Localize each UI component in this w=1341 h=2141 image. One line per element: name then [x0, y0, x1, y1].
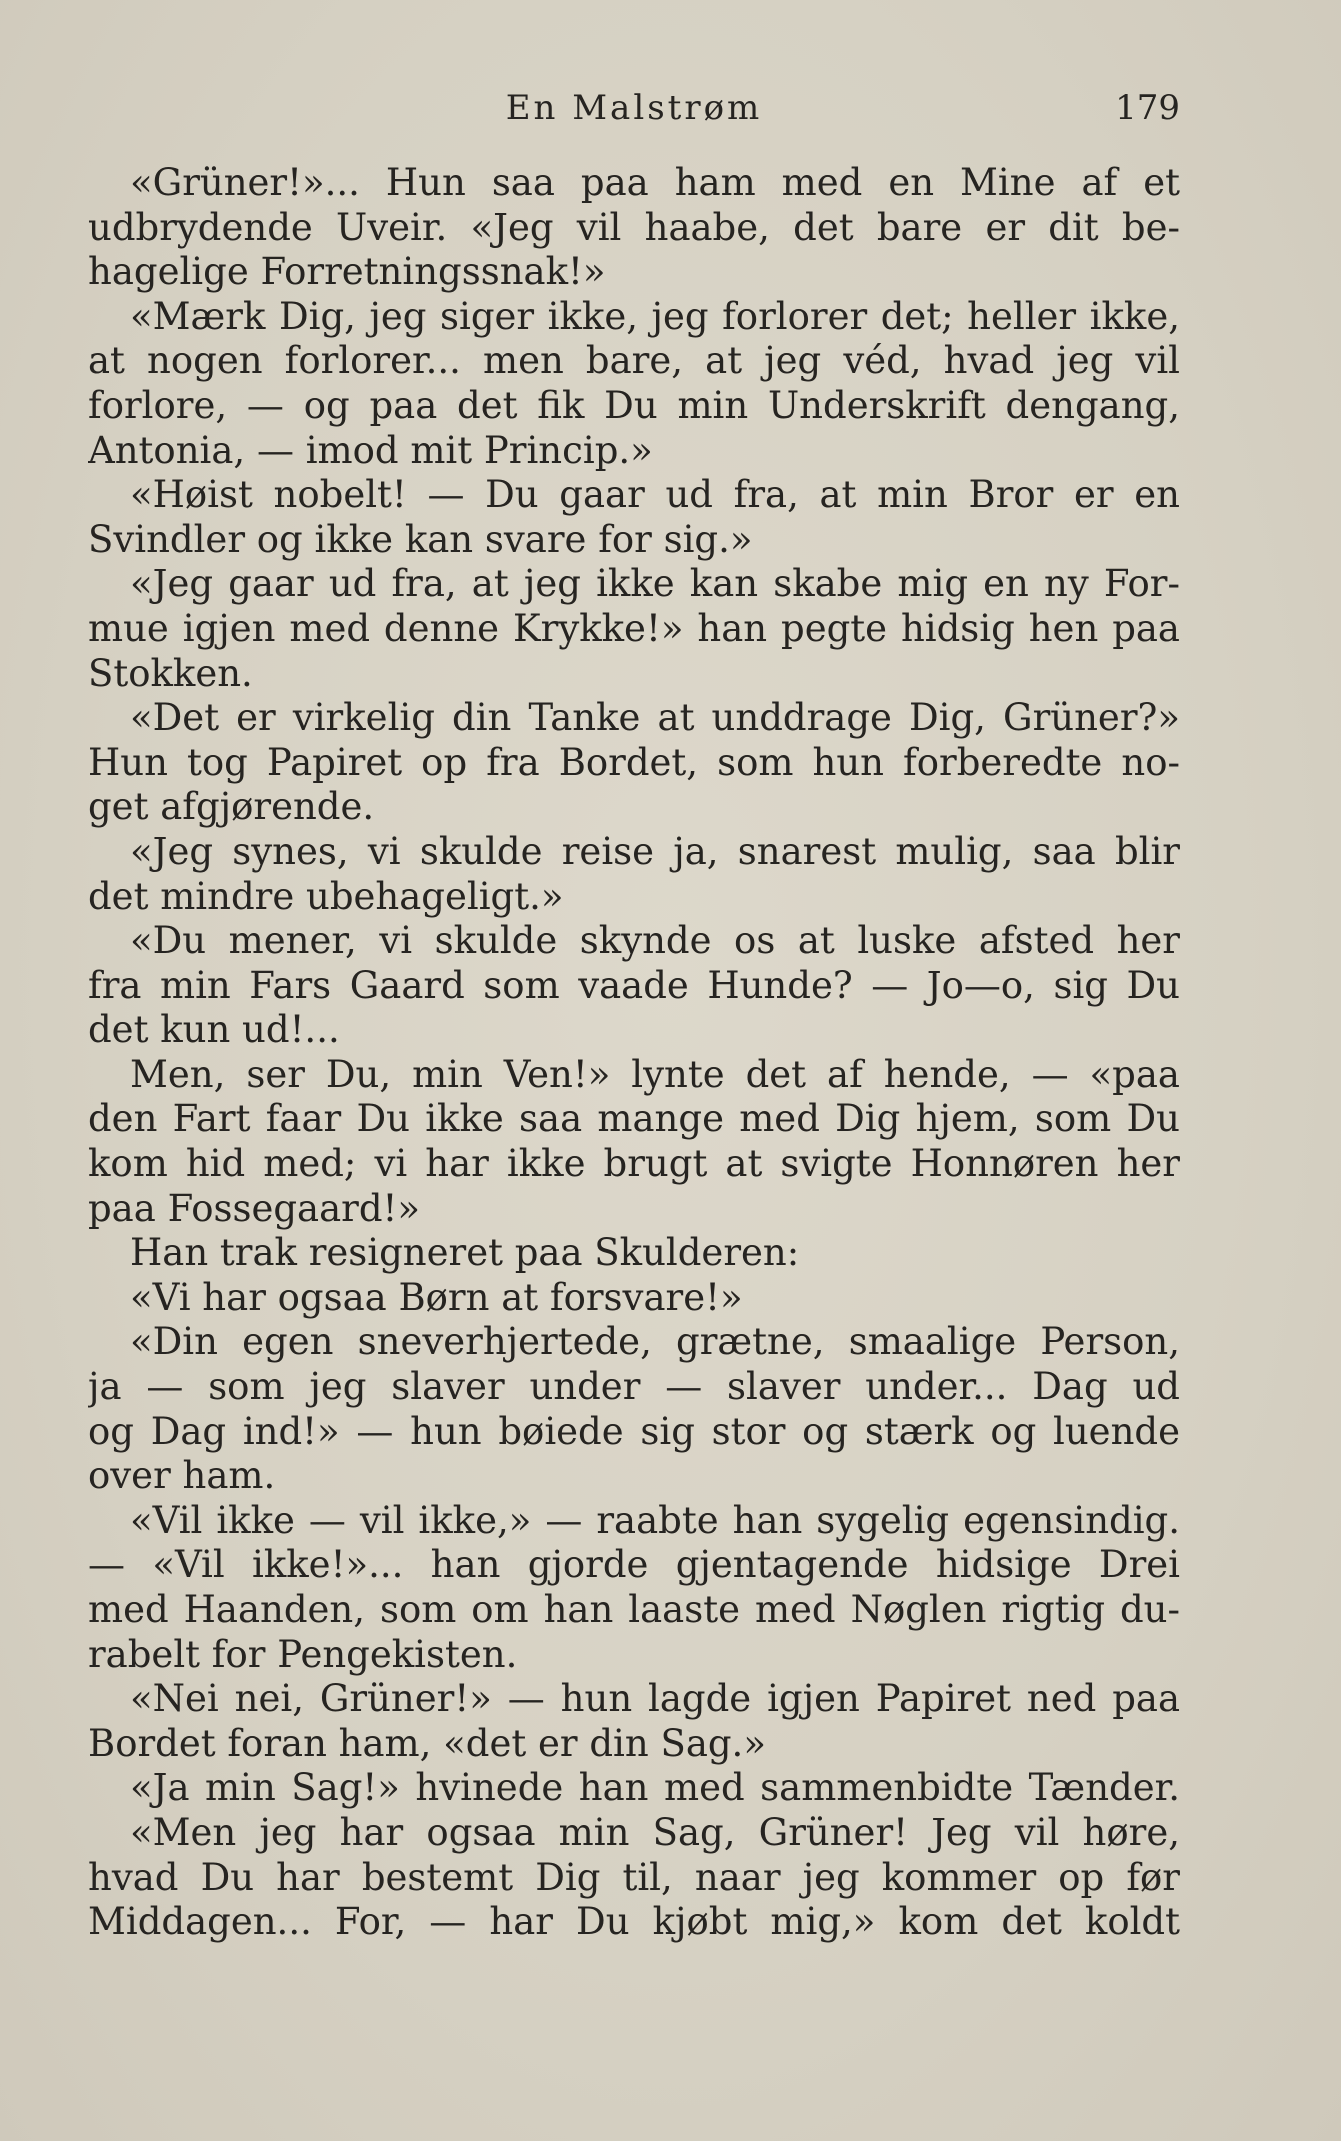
text-line: forlore, — og paa det fik Du min Underskrift dengang, — [88, 383, 1180, 427]
text-line: «Vil ikke — vil ikke,» — raabte han sygelig egensindig. — [130, 1498, 1180, 1542]
text-line: paa Fossegaard!» — [88, 1186, 421, 1230]
text-line: «Din egen sneverhjertede, grætne, smaalige Person, — [130, 1320, 1180, 1364]
running-head — [88, 86, 1180, 130]
text-line: «Jeg gaar ud fra, at jeg ikke kan skabe mig en ny For- — [130, 562, 1180, 606]
text-line: Men, ser Du, min Ven!» lynte det af hende, — «paa — [130, 1052, 1180, 1096]
body-text — [88, 161, 1180, 1945]
text-line: get afgjørende. — [88, 785, 375, 829]
text-line: over ham. — [88, 1454, 276, 1498]
text-line: hvad Du har bestemt Dig til, naar jeg kommer op før — [88, 1855, 1180, 1899]
text-line: «Mærk Dig, jeg siger ikke, jeg forlorer det; heller ikke, — [130, 294, 1180, 338]
text-line: den Fart faar Du ikke saa mange med Dig hjem, som Du — [88, 1097, 1180, 1141]
text-line: Stokken. — [88, 651, 253, 695]
text-line: fra min Fars Gaard som vaade Hunde? — Jo—o, sig Du — [88, 963, 1180, 1007]
text-line: ja — som jeg slaver under — slaver under... Dag ud — [88, 1365, 1180, 1409]
text-line: «Høist nobelt! — Du gaar ud fra, at min Bror er en — [130, 473, 1180, 517]
text-line: Svindler og ikke kan svare for sig.» — [88, 517, 753, 561]
text-line: rabelt for Pengekisten. — [88, 1632, 518, 1676]
text-line: «Men jeg har ogsaa min Sag, Grüner! Jeg vil høre, — [130, 1810, 1180, 1854]
text-line: Hun tog Papiret op fra Bordet, som hun forberedte no- — [88, 740, 1180, 784]
page-number: 179 — [1115, 88, 1180, 128]
text-line: at nogen forlorer... men bare, at jeg véd, hvad jeg vil — [88, 339, 1180, 383]
text-line: «Grüner!»... Hun saa paa ham med en Mine af et — [130, 161, 1180, 204]
text-line: Han trak resigneret paa Skulderen: — [130, 1231, 800, 1275]
text-line: kom hid med; vi har ikke brugt at svigte Honnøren her — [88, 1142, 1180, 1186]
text-line: «Vi har ogsaa Børn at forsvare!» — [130, 1275, 743, 1319]
text-line: «Du mener, vi skulde skynde os at luske afsted her — [130, 919, 1180, 963]
text-line: «Nei nei, Grüner!» — hun lagde igjen Papiret ned paa — [130, 1677, 1180, 1721]
text-line: det kun ud!... — [88, 1008, 340, 1052]
text-line: «Jeg synes, vi skulde reise ja, snarest mulig, saa blir — [130, 829, 1180, 873]
text-line: «Det er virkelig din Tanke at unddrage Dig, Grüner?» — [130, 696, 1180, 740]
text-line: — «Vil ikke!»... han gjorde gjentagende hidsige Drei — [88, 1543, 1180, 1587]
text-line: med Haanden, som om han laaste med Nøglen rigtig du- — [88, 1588, 1180, 1631]
text-line: Antonia, — imod mit Princip.» — [88, 428, 653, 472]
text-line: og Dag ind!» — hun bøiede sig stor og stærk og luende — [88, 1409, 1180, 1453]
running-title: En Malstrøm — [505, 88, 763, 128]
text-line: Bordet foran ham, «det er din Sag.» — [88, 1721, 766, 1765]
text-line: hagelige Forretningssnak!» — [88, 250, 606, 294]
text-line: det mindre ubehageligt.» — [88, 874, 564, 918]
text-line: «Ja min Sag!» hvinede han med sammenbidte Tænder. — [130, 1766, 1180, 1810]
text-line: udbrydende Uveir. «Jeg vil haabe, det bare er dit be- — [88, 205, 1180, 249]
text-line: mue igjen med denne Krykke!» han pegte hidsig hen paa — [88, 606, 1180, 650]
text-line: Middagen... For, — har Du kjøbt mig,» kom det koldt — [88, 1900, 1180, 1944]
